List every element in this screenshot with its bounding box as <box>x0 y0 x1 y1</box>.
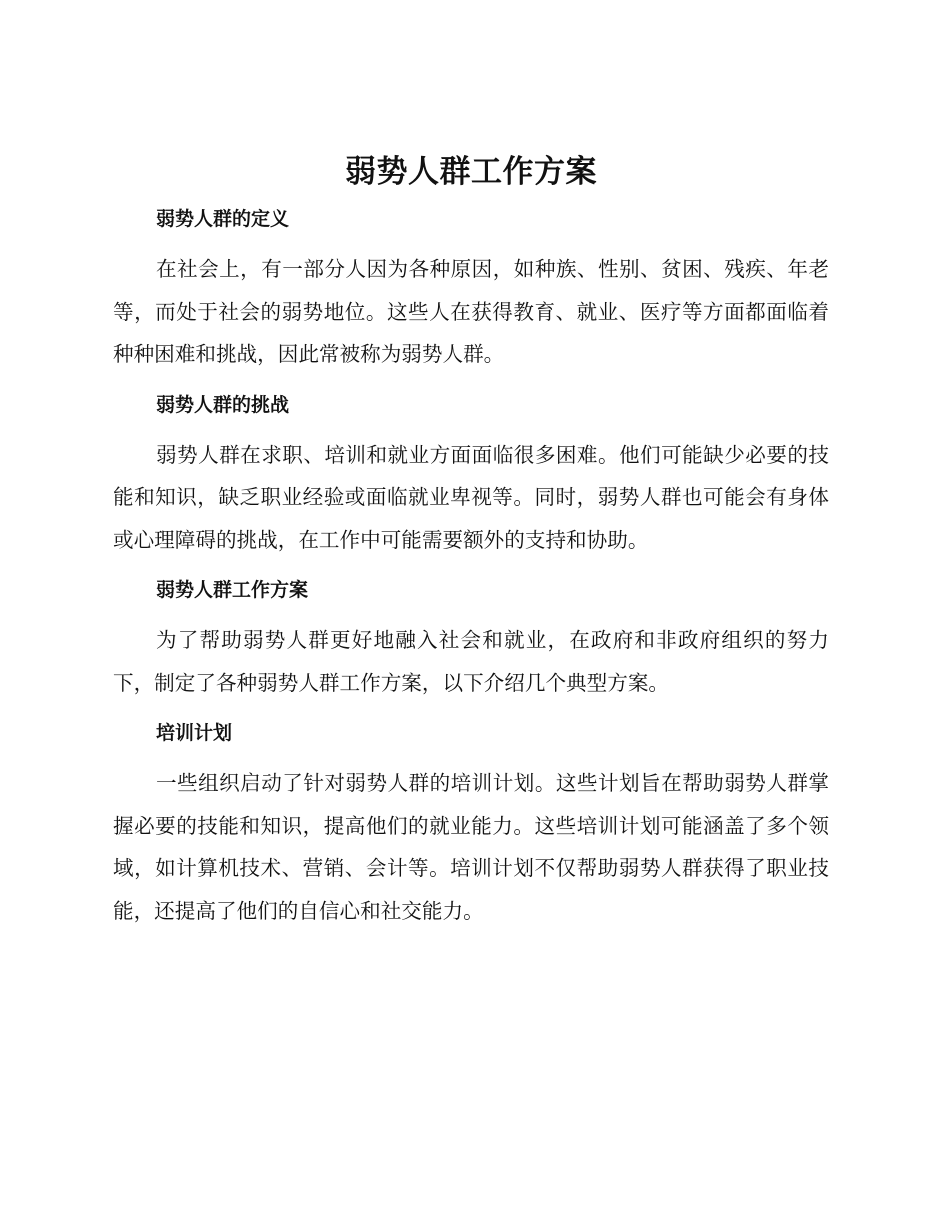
document-body <box>113 152 829 932</box>
section-heading-challenges: 弱势人群的挑战 <box>156 393 290 416</box>
section-heading-work-plan: 弱势人群工作方案 <box>156 579 309 601</box>
document-title: 弱势人群工作方案 <box>345 154 597 190</box>
section-paragraph-challenges: 弱势人群在求职、培训和就业方面面临很多困难。他们可能缺少必要的技能和知识，缺乏职业经验或面临就业卑视等。同时，弱势人群也可能会有身体或心理障碍的挑战，在工作中可能需要额外的支持和协助。 <box>113 442 829 552</box>
section-heading-definition: 弱势人群的定义 <box>156 208 290 230</box>
section-paragraph-definition: 在社会上，有一部分人因为各种原因，如种族、性别、贫困、残疾、年老等，而处于社会的弱势地位。这些人在获得教育、就业、医疗等方面都面临着种种困难和挑战，因此常被称为弱势人群。 <box>113 257 829 366</box>
section-paragraph-work-plan: 为了帮助弱势人群更好地融入社会和就业，在政府和非政府组织的努力下，制定了各种弱势人群工作方案，以下介绍几个典型方案。 <box>113 628 829 695</box>
section-heading-training: 培训计划 <box>156 722 233 744</box>
section-paragraph-training: 一些组织启动了针对弱势人群的培训计划。这些计划旨在帮助弱势人群掌握必要的技能和知识，提高他们的就业能力。这些培训计划可能涵盖了多个领域，如计算机技术、营销、会计等。培训计划不仅帮助弱势人群获得了职业技能，还提高了他们的自信心和社交能力。 <box>113 771 829 923</box>
